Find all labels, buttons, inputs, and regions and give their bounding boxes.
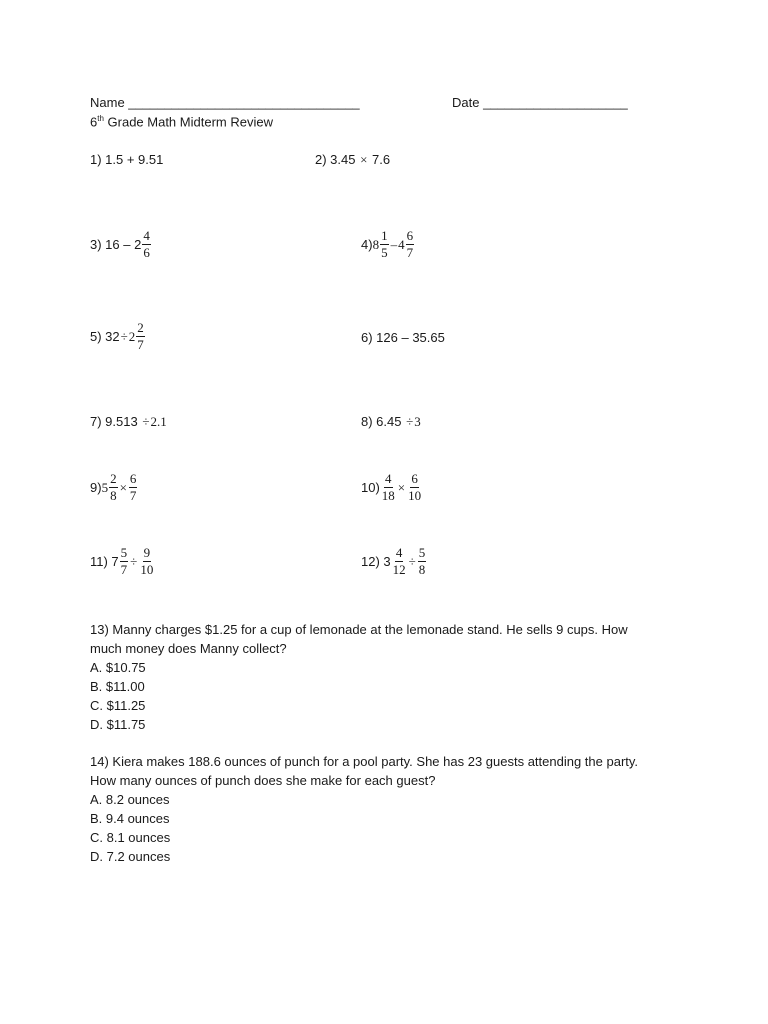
title-text: Grade Math Midterm Review bbox=[103, 114, 273, 130]
numerator: 5 bbox=[120, 545, 128, 560]
problem-11 bbox=[90, 546, 155, 576]
numerator: 1 bbox=[381, 228, 388, 243]
numerator: 6 bbox=[129, 471, 137, 486]
numerator: 4 bbox=[395, 545, 403, 560]
multiply-symbol: × bbox=[397, 479, 406, 495]
choice-c: C. $11.25 bbox=[90, 698, 146, 713]
fraction bbox=[381, 472, 396, 502]
problem-12-text: 12) 3 bbox=[361, 553, 391, 569]
numerator: 4 bbox=[143, 228, 150, 243]
numerator: 5 bbox=[418, 545, 426, 560]
choice-a: A. 8.2 ounces bbox=[90, 792, 170, 807]
problem-4 bbox=[361, 229, 415, 259]
denominator: 7 bbox=[137, 336, 144, 352]
problem-6: 6) 126 – 35.65 bbox=[361, 330, 445, 345]
denominator: 7 bbox=[120, 561, 128, 577]
fraction bbox=[136, 321, 145, 351]
problem-7-rest: 2.1 bbox=[150, 414, 167, 429]
problem-10-text: 10) bbox=[361, 479, 380, 495]
fraction bbox=[139, 546, 154, 576]
problem-9-text: 9) bbox=[90, 479, 102, 495]
problem-7 bbox=[90, 415, 167, 428]
divide-symbol: ÷ bbox=[130, 553, 138, 569]
problem-10 bbox=[361, 472, 423, 502]
choice-a: A. $10.75 bbox=[90, 660, 146, 675]
problem-12 bbox=[361, 546, 427, 576]
fraction bbox=[392, 546, 407, 576]
choice-b: B. 9.4 ounces bbox=[90, 811, 170, 826]
minus-symbol: – bbox=[390, 236, 398, 252]
denominator: 18 bbox=[381, 487, 395, 503]
multiply-symbol: × bbox=[360, 152, 368, 167]
problem-1: 1) 1.5 + 9.51 bbox=[90, 152, 164, 167]
problem-9 bbox=[90, 472, 138, 502]
numerator: 6 bbox=[406, 228, 414, 243]
whole-number: 8 bbox=[372, 236, 380, 252]
whole-number: 5 bbox=[101, 479, 109, 495]
question-13-line-1: 13) Manny charges $1.25 for a cup of lemonade at the lemonade stand. He sells 9 cups. How bbox=[90, 622, 628, 637]
question-13-line-2: much money does Manny collect? bbox=[90, 641, 287, 656]
problem-2 bbox=[315, 153, 390, 166]
title-ordinal: 6 bbox=[90, 114, 98, 130]
problem-8 bbox=[361, 415, 421, 428]
fraction bbox=[109, 472, 118, 502]
question-14-line-1: 14) Kiera makes 188.6 ounces of punch for a pool party. She has 23 guests attending the party. bbox=[90, 754, 639, 769]
fraction bbox=[406, 229, 415, 259]
question-14 bbox=[90, 752, 690, 866]
numerator: 2 bbox=[110, 471, 117, 486]
multiply-symbol: × bbox=[119, 479, 127, 495]
problem-2-text: 2) 3.45 bbox=[315, 152, 360, 167]
fraction bbox=[142, 229, 151, 259]
fraction bbox=[380, 229, 389, 259]
problem-4-text: 4) bbox=[361, 236, 373, 252]
numerator: 9 bbox=[143, 545, 151, 560]
whole-number: 2 bbox=[128, 328, 136, 344]
choice-d: D. $11.75 bbox=[90, 717, 146, 732]
denominator: 5 bbox=[381, 244, 388, 260]
question-13 bbox=[90, 620, 690, 734]
problem-11-text: 11) 7 bbox=[90, 553, 119, 569]
problem-3-text: 3) 16 – 2 bbox=[90, 236, 142, 252]
name-field-label: Name ________________________________ bbox=[90, 95, 360, 110]
choice-c: C. 8.1 ounces bbox=[90, 830, 171, 845]
problem-8-text: 8) 6.45 bbox=[361, 414, 406, 429]
fraction bbox=[129, 472, 138, 502]
numerator: 2 bbox=[137, 320, 144, 335]
fraction bbox=[418, 546, 427, 576]
fraction bbox=[407, 472, 422, 502]
fraction bbox=[120, 546, 129, 576]
problem-3 bbox=[90, 229, 152, 259]
problem-7-text: 7) 9.513 bbox=[90, 414, 142, 429]
denominator: 8 bbox=[418, 561, 426, 577]
title-superscript: th bbox=[97, 114, 104, 123]
divide-symbol: ÷ bbox=[406, 414, 414, 429]
numerator: 4 bbox=[385, 471, 392, 486]
problem-5 bbox=[90, 321, 146, 351]
date-field-label: Date ____________________ bbox=[452, 95, 628, 110]
problem-8-rest: 3 bbox=[414, 414, 421, 429]
numerator: 6 bbox=[411, 471, 418, 486]
whole-number: 4 bbox=[398, 236, 405, 252]
denominator: 7 bbox=[406, 244, 414, 260]
question-14-line-2: How many ounces of punch does she make for each guest? bbox=[90, 773, 436, 788]
problem-2-rest: 7.6 bbox=[368, 152, 391, 167]
divide-symbol: ÷ bbox=[408, 553, 416, 569]
denominator: 6 bbox=[143, 244, 150, 260]
denominator: 10 bbox=[140, 561, 154, 577]
divide-symbol: ÷ bbox=[142, 414, 150, 429]
page-title bbox=[90, 115, 273, 128]
choice-b: B. $11.00 bbox=[90, 679, 145, 694]
denominator: 12 bbox=[392, 561, 406, 577]
denominator: 8 bbox=[110, 487, 117, 503]
denominator: 10 bbox=[408, 487, 422, 503]
choice-d: D. 7.2 ounces bbox=[90, 849, 171, 864]
denominator: 7 bbox=[129, 487, 137, 503]
divide-symbol: ÷ bbox=[120, 328, 128, 344]
problem-5-text: 5) 32 bbox=[90, 328, 120, 344]
